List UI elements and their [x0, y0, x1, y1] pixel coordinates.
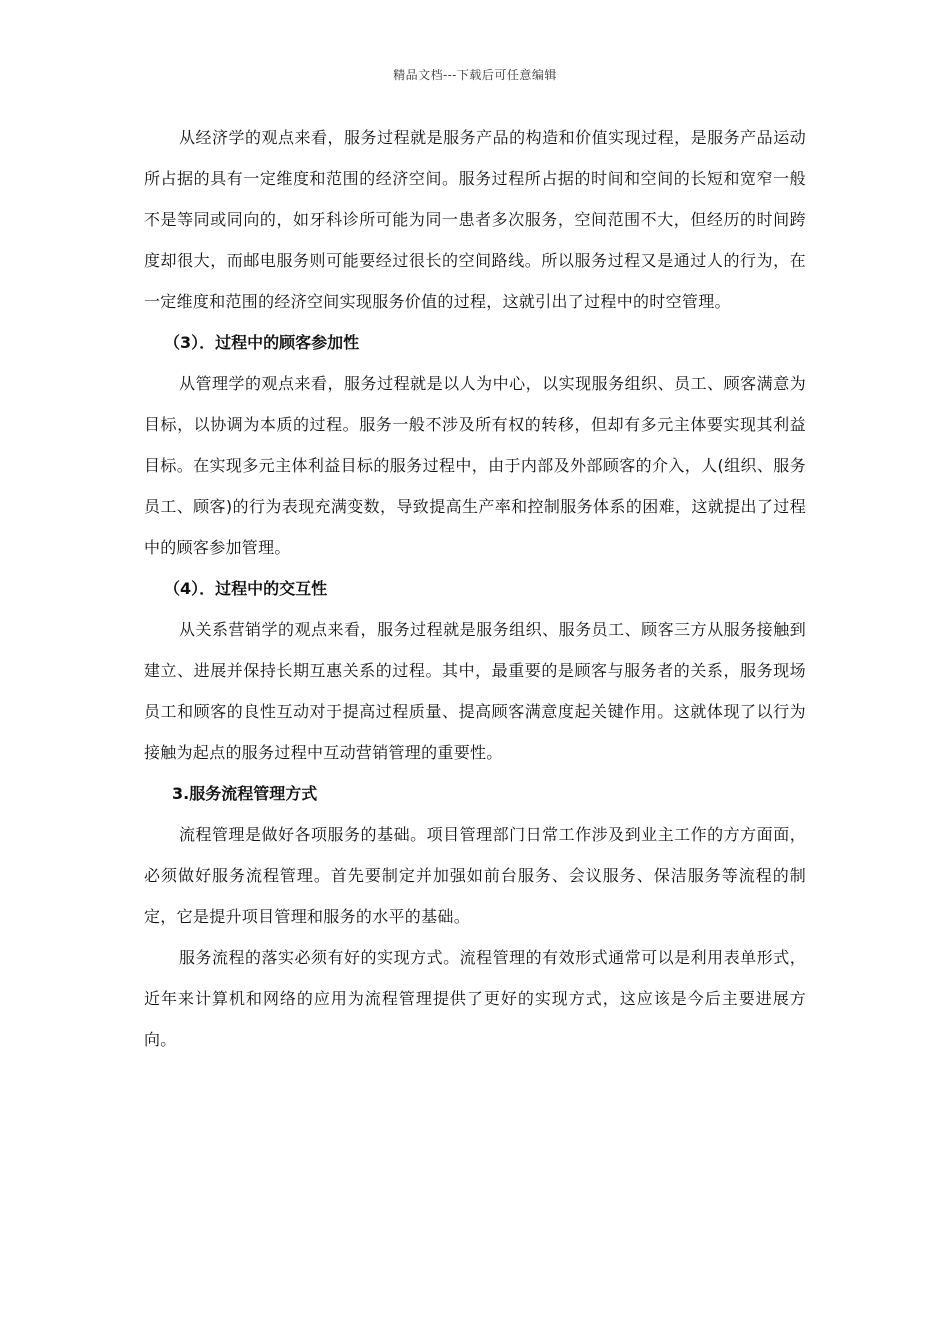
paragraph-relationship-marketing: 从关系营销学的观点来看，服务过程就是服务组织、服务员工、顾客三方从服务接触到建立、进展并保持长期互惠关系的过程。其中，最重要的是顾客与服务者的关系，服务现场员工和顾客的良性互动对于提高过程质量、提高顾客满意度起关键作用。这就体现了以行为接触为起点的服务过程中互动营销管理的重要性。: [144, 620, 806, 762]
paragraph-economics: 从经济学的观点来看，服务过程就是服务产品的构造和价值实现过程，是服务产品运动所占据的具有一定维度和范围的经济空间。服务过程所占据的时间和空间的长短和宽窄一般不是等同或同向的，如牙科诊所可能为同一患者多次服务，空间范围不大，但经历的时间跨度却很大，而邮电服务则可能要经过很长的空间路线。所以服务过程又是通过人的行为，在一定维度和范围的经济空间实现服务价值的过程，这就引出了过程中的时空管理。: [144, 128, 806, 311]
heading-customer-participation: （3）．过程中的顾客参加性: [164, 333, 360, 352]
page-header: 精品文档---下载后可任意编辑: [393, 68, 557, 82]
paragraph-process-implementation: 服务流程的落实必须有好的实现方式。流程管理的有效形式通常可以是利用表单形式，近年来计算机和网络的应用为流程管理提供了更好的实现方式，这应该是今后主要进展方向。: [144, 948, 806, 1049]
heading-interactivity: （4）．过程中的交互性: [164, 579, 328, 598]
paragraph-process-basis: 流程管理是做好各项服务的基础。项目管理部门日常工作涉及到业主工作的方方面面，必须做好服务流程管理。首先要制定并加强如前台服务、会议服务、保洁服务等流程的制定，它是提升项目管理和服务的水平的基础。: [144, 825, 806, 926]
paragraph-management: 从管理学的观点来看，服务过程就是以人为中心，以实现服务组织、员工、顾客满意为目标，以协调为本质的过程。服务一般不涉及所有权的转移，但却有多元主体要实现其利益目标。在实现多元主体利益目标的服务过程中，由于内部及外部顾客的介入，人(组织、服务员工、顾客)的行为表现充满变数，导致提高生产率和控制服务体系的困难，这就提出了过程中的顾客参加管理。: [144, 374, 806, 557]
heading-process-management: 3.服务流程管理方式: [172, 784, 318, 803]
document-body: [144, 117, 806, 1060]
